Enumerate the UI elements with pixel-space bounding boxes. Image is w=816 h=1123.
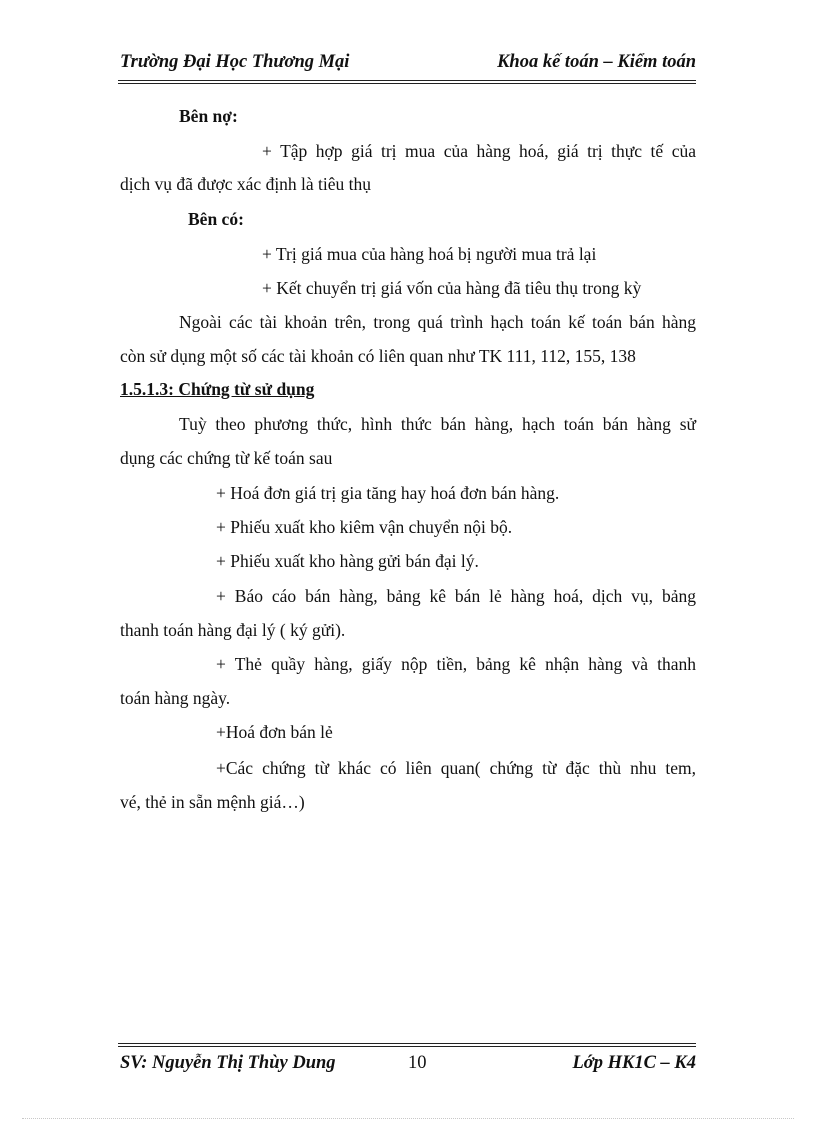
document-item-2: + Phiếu xuất kho kiêm vận chuyển nội bộ. <box>216 517 513 537</box>
ben-no-item-line1: + Tập hợp giá trị mua của hàng hoá, giá trị thực tế của <box>262 141 696 161</box>
document-item-6: +Hoá đơn bán lẻ <box>216 722 333 742</box>
document-item-5-line-1: + Thẻ quầy hàng, giấy nộp tiền, bảng kê nhận hàng và thanh <box>216 654 696 674</box>
paragraph-1-line-1: Ngoài các tài khoản trên, trong quá trình hạch toán kế toán bán hàng <box>179 312 696 332</box>
ben-co-label: Bên có: <box>188 209 244 229</box>
ben-no-label: Bên nợ: <box>179 106 238 126</box>
document-item-4-line-2: thanh toán hàng đại lý ( ký gửi). <box>120 620 346 640</box>
page-header <box>118 52 696 84</box>
document-item-7-line-1: +Các chứng từ khác có liên quan( chứng từ đặc thù nhu tem, <box>216 758 696 778</box>
page-bottom-divider <box>22 1118 794 1119</box>
ben-co-item-1: + Trị giá mua của hàng hoá bị người mua trả lại <box>262 244 597 264</box>
paragraph-1-line-2: còn sử dụng một số các tài khoản có liên quan như TK 111, 112, 155, 138 <box>120 346 636 366</box>
document-item-4-line-1: + Báo cáo bán hàng, bảng kê bán lẻ hàng hoá, dịch vụ, bảng <box>216 586 696 606</box>
paragraph-2-line-2: dụng các chứng từ kế toán sau <box>120 448 333 468</box>
footer-page-number: 10 <box>408 1053 427 1073</box>
paragraph-2-line-1: Tuỳ theo phương thức, hình thức bán hàng, hạch toán bán hàng sử <box>179 414 696 434</box>
ben-no-item-line2: dịch vụ đã được xác định là tiêu thụ <box>120 174 372 194</box>
document-item-3: + Phiếu xuất kho hàng gửi bán đại lý. <box>216 551 479 571</box>
ben-co-item-2: + Kết chuyển trị giá vốn của hàng đã tiêu thụ trong kỳ <box>262 278 642 298</box>
document-item-5-line-2: toán hàng ngày. <box>120 688 231 708</box>
section-heading: 1.5.1.3: Chứng từ sử dụng <box>120 379 315 399</box>
page-footer <box>118 1043 696 1077</box>
header-school: Trường Đại Học Thương Mại <box>120 52 350 72</box>
footer-student: SV: Nguyễn Thị Thùy Dung <box>120 1053 336 1073</box>
footer-class: Lớp HK1C – K4 <box>572 1053 696 1073</box>
header-department: Khoa kế toán – Kiểm toán <box>497 52 696 72</box>
document-item-7-line-2: vé, thẻ in sẵn mệnh giá…) <box>120 792 305 812</box>
document-item-1: + Hoá đơn giá trị gia tăng hay hoá đơn bán hàng. <box>216 483 560 503</box>
